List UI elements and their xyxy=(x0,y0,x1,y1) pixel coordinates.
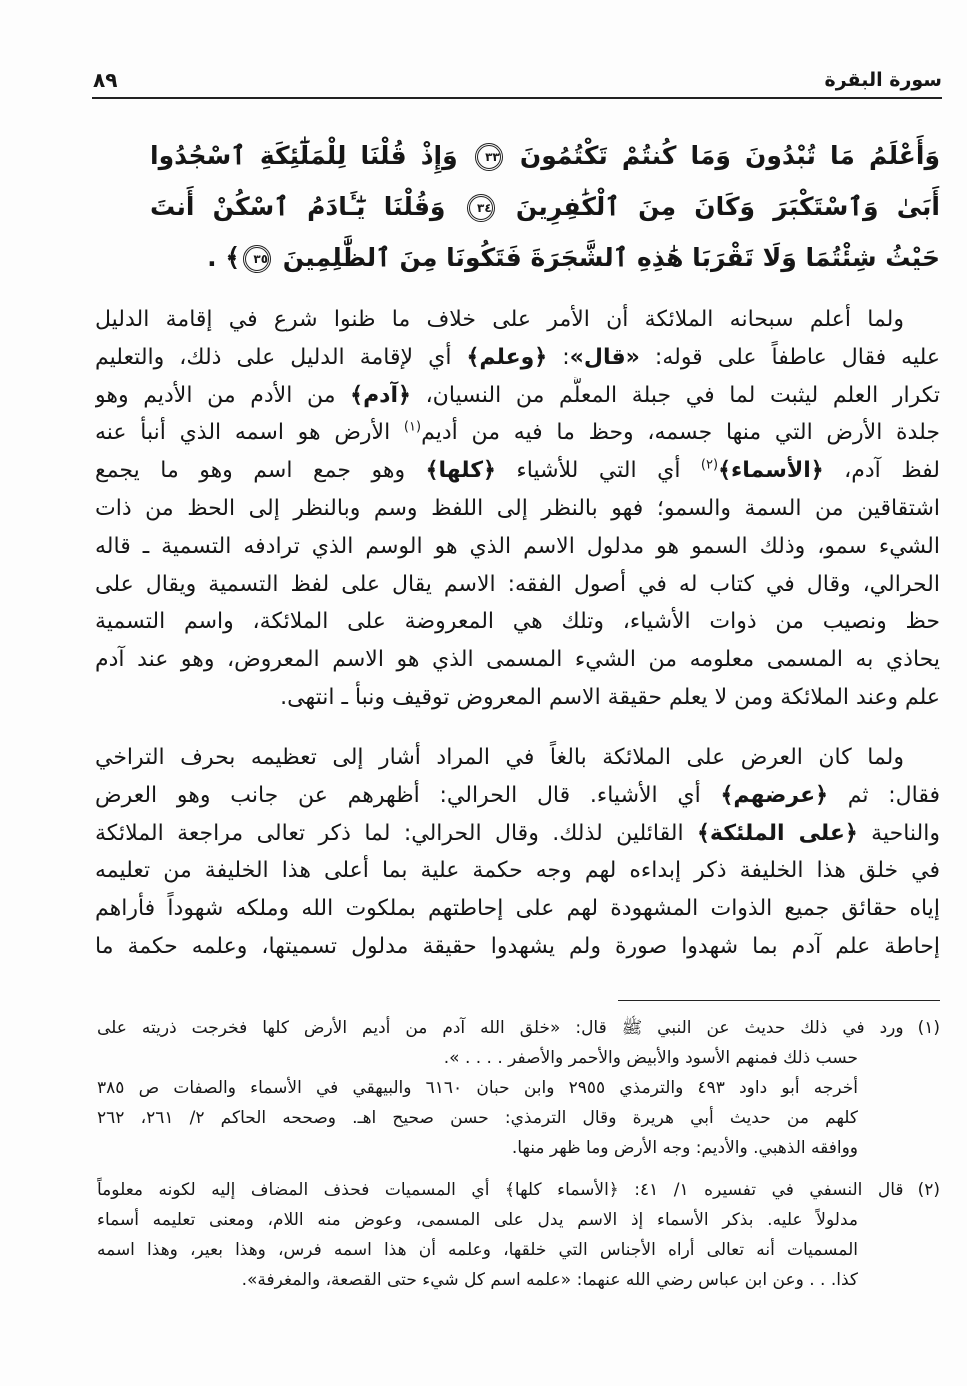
quran-line xyxy=(150,181,940,232)
text-run: أَبَىٰ وَٱسْتَكْبَرَ وَكَانَ مِنَ ٱلْكَٰفِرِينَ xyxy=(497,192,940,221)
text-run: وَقُلْنَا يَٰٓـَٔادَمُ ٱسْكُنْ أَنتَ xyxy=(150,192,446,221)
text-run: كذا. . . وعن ابن عباس رضي الله عنهما: «علمه اسم كل شيء حتى القصعة، والمغرفة». xyxy=(241,1270,858,1290)
text-run: أي الأشياء. قال الحرالي: أظهرهم عن جانب وهو العرض xyxy=(95,782,721,808)
text-run: لفظ آدم، xyxy=(823,458,940,484)
paragraph-line xyxy=(95,301,940,339)
text-run: فقال: ثم xyxy=(828,782,940,808)
text-run: مدلولاً عليه. بذكر الأسماء إذ الاسم يدل على المسمى، وعوض منه اللام، ومعنى تعليمه أسماء xyxy=(97,1210,858,1230)
footnote-marker: (١) xyxy=(917,1018,940,1038)
footnote xyxy=(97,1013,940,1163)
footnote-line xyxy=(97,1235,858,1265)
footnote-line xyxy=(97,1205,858,1235)
paragraph-line xyxy=(95,414,940,452)
text-run: حَيْثُ شِئْتُمَا وَلَا تَقْرَبَا هَٰذِهِ ٱلشَّجَرَةَ فَتَكُونَا مِنَ ٱلظَّٰلِمِينَ xyxy=(274,243,940,272)
verse-number-marker: ٣٥ xyxy=(243,245,271,273)
text-run: إياه حقائق جميع الذوات المشهودة لهم على إحاطتهم بملكوت الله وملكه شهوداً فأراهم xyxy=(95,896,940,922)
text-run: المسميات أنه تعالى أراه الأجناس التي خلقها، وعلمه أن هذا اسمه فرس، وهذا بعير، وهذا اسمه xyxy=(97,1240,858,1260)
text-run: أي لإقامة الدليل على ذلك، والتعليم xyxy=(95,344,467,370)
text-run: القائلين لذلك. وقال الحرالي: لما ذكر تعالى مراجعة الملائكة xyxy=(95,820,697,846)
paragraph-line xyxy=(95,490,940,528)
footnote-separator xyxy=(618,1000,940,1001)
quran-line xyxy=(150,232,940,283)
paragraph-line xyxy=(95,679,940,717)
paragraph-line xyxy=(95,777,940,815)
footnote-line xyxy=(97,1103,858,1133)
commentary-paragraph xyxy=(95,739,940,966)
highlighted-term: ﴿عرضهم﴾ xyxy=(720,782,828,808)
text-run: والناحية xyxy=(857,820,940,846)
highlighted-term: «قال» xyxy=(569,344,640,370)
verse-number-marker: ٣٤ xyxy=(467,194,495,222)
text-run: جلدة الأرض التي منها جسمه، وحظ ما فيه من أديم xyxy=(421,420,940,446)
text-run: ولما أعلم سبحانه الملائكة أن الأمر على خلاف ما ظنوا شرع في إقامة الدليل xyxy=(95,307,904,332)
verse-number-marker: ٣٣ xyxy=(475,143,503,171)
surah-title: سورة البقرة xyxy=(824,69,942,91)
paragraph-line xyxy=(95,739,940,777)
text-run: ولما كان العرض على الملائكة بالغاً في المراد أشار إلى تعظيمه بحرف التراخي xyxy=(95,745,904,770)
footnote-line xyxy=(97,1073,858,1103)
text-run: تكرار العلم ليثبت لما في جبلة المعلَّم من النسيان، xyxy=(410,382,940,408)
quran-line xyxy=(150,130,940,181)
footnote-line xyxy=(97,1175,940,1205)
text-run: وَأَعْلَمُ مَا تُبْدُونَ وَمَا كُنتُمْ تَكْتُمُونَ xyxy=(505,141,940,170)
text-run: يحاذي به المسمى معلومه من الشيء المسمى الذي هو الاسم المعروض، وهو عند آدم xyxy=(95,647,940,673)
footnote-reference: (١) xyxy=(403,420,422,436)
paragraph-line xyxy=(95,566,940,604)
footnote xyxy=(97,1175,940,1295)
footnote-line xyxy=(97,1043,858,1073)
text-run: إحاطة علم آدم بما شهدوا صورة ولم يشهدوا حقيقة مدلول تسميتها، وعلمه حكمة ما xyxy=(95,933,940,959)
highlighted-term: ﴿كلها﴾ xyxy=(425,458,496,484)
text-run: : xyxy=(547,344,570,370)
text-run: أخرجه أبو داود ٤٩٣ والترمذي ٢٩٥٥ وابن حبان ٦١٦٠ والبيهقي في الأسماء والصفات ص ٣٨٥ xyxy=(97,1078,858,1098)
running-header xyxy=(93,64,942,96)
text-run: الأرض هو اسمه الذي أنبأ عنه xyxy=(95,420,404,446)
paragraph-line xyxy=(95,928,940,966)
text-run: حظ ونصيب من ذوات الأشياء، وتلك هي المعروضة على الملائكة، واسم التسمية xyxy=(95,609,940,635)
footnote-reference: (٢) xyxy=(700,457,719,473)
text-run: الشيء سمو، وذلك السمو هو مدلول الاسم الذي هو الوسم الذي ترادفه التسمية ـ قاله xyxy=(95,533,940,559)
footnote-line xyxy=(97,1133,858,1163)
paragraph-line xyxy=(95,528,940,566)
highlighted-term: ﴿وعلم﴾ xyxy=(466,344,548,370)
paragraph-line xyxy=(95,377,940,415)
text-run: علم وعند الملائكة ومن لا يعلم حقيقة الاسم المعروض توقيف ونبأ ـ انتهى. xyxy=(280,684,940,710)
text-run: ووافقه الذهبي. والأديم: وجه الأرض وما ظهر منها. xyxy=(511,1138,858,1158)
quran-verses xyxy=(150,130,940,283)
text-run: من الأدم من الأديم وهو xyxy=(95,382,351,408)
commentary-paragraph xyxy=(95,301,940,717)
paragraph-line xyxy=(95,852,940,890)
paragraph-line xyxy=(95,339,940,377)
page-number: ٨٩ xyxy=(93,68,118,92)
text-run: عليه فقال عاطفاً على قوله: xyxy=(639,344,940,370)
text-run: ورد في ذلك حديث عن النبي ﷺ قال: «خلق الله آدم من أديم الأرض كلها فخرجت ذريته على xyxy=(97,1018,904,1038)
text-run: اشتقاقين من السمة والسمو؛ فهو بالنظر إلى اللفظ وسم وبالنظر إلى الحظ من ذات xyxy=(95,495,940,521)
paragraph-line xyxy=(95,890,940,928)
text-run: الحرالي، وقال في كتاب له في أصول الفقه: الاسم يقال على لفظ التسمية ويقال على xyxy=(95,571,940,597)
text-run: كلهم من حديث أبي هريرة وقال الترمذي: حسن صحيح اهـ. وصححه الحاكم ٢/ ٢٦١، ٢٦٢ xyxy=(97,1108,858,1128)
text-run: قال النسفي في تفسيره ١/ ٤١: ﴿الأسماء كلها﴾ أي المسميات فحذف المضاف إليه لكونه معلوماً xyxy=(97,1180,904,1200)
paragraph-line xyxy=(95,815,940,853)
paragraph-line xyxy=(95,452,940,490)
text-run: حسب ذلك فمنهم الأسود والأبيض والأحمر والأصفر . . . . ». xyxy=(443,1048,858,1068)
footnote-line xyxy=(97,1265,858,1295)
text-run: أي التي للأشياء xyxy=(495,458,701,484)
text-run: ﴾ . xyxy=(207,243,241,272)
highlighted-term: ﴿الأسماء﴾ xyxy=(718,458,824,484)
paragraph-line xyxy=(95,603,940,641)
footnote-line xyxy=(97,1013,940,1043)
header-rule xyxy=(92,97,942,99)
text-run: وَإِذْ قُلْنَا لِلْمَلَٰٓئِكَةِ ٱسْجُدُوا xyxy=(150,141,458,170)
highlighted-term: ﴿آدم﴾ xyxy=(350,382,411,408)
highlighted-term: ﴿على الملئكة﴾ xyxy=(696,820,858,846)
text-run: وهو جمع اسم وهو ما يجمع xyxy=(95,458,426,484)
paragraph-line xyxy=(95,641,940,679)
text-run: في خلق هذا الخليفة ذكر إبداءه لهم وجه حكمة علية بما أعلى هذا الخليفة من تعليمه xyxy=(95,858,940,884)
footnote-marker: (٢) xyxy=(917,1180,940,1200)
